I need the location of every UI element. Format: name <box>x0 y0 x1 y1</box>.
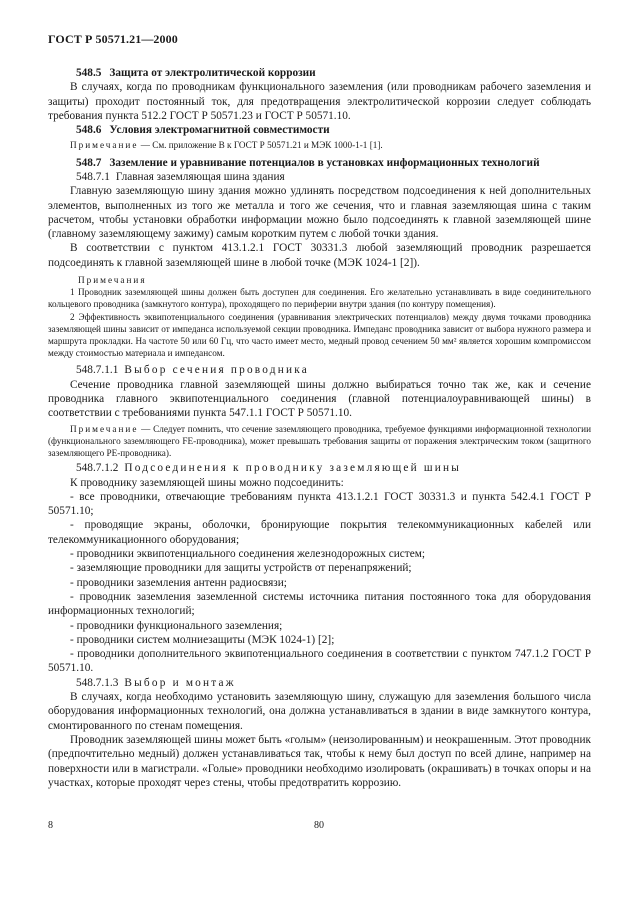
section-number: 548.7 <box>76 156 102 169</box>
section-548-7-1-2-heading <box>48 461 591 475</box>
section-title: Подсоединения к проводнику заземляющей шины <box>124 462 462 475</box>
section-title: Выбор и монтаж <box>124 676 236 689</box>
list-item: - проводники заземления антенн радиосвязи; <box>70 576 287 589</box>
section-number: 548.7.1.1 <box>76 364 119 377</box>
page-number-center: 80 <box>314 820 324 831</box>
list-item: - все проводники, отвечающие требованиям пункта 413.1.2.1 ГОСТ 30331.3 и пункта 542.4.1 ГОСТ Р 50571.10; <box>48 490 591 518</box>
list-item: - заземляющие проводники для защиты устройств от перенапряжений; <box>70 562 412 575</box>
section-548-5-text: В случаях, когда по проводникам функционального заземления (или проводникам рабочего заземления и защиты) проходит постоянный ток, для предотвращения электролитической коррозии следует соблюдать требования пункта 512.2 ГОСТ Р 50571.23 и ГОСТ Р 50571.10. <box>48 81 591 122</box>
section-548-7-1-3-p2: Проводник заземляющей шины может быть «голым» (неизолированным) и неокрашенным. Этот проводник (предпочтительно медный) должен устанавливаться так, чтобы к нему был доступ по всей длине, например на поверхности или в магистрали. «Голые» проводники необходимо изолировать (окрашивать) в точках опоры и на участках, которые проходят через стены, чтобы предотвратить коррозию. <box>48 733 591 789</box>
list-item: - проводники функционального заземления; <box>70 619 283 632</box>
section-title: Выбор сечения проводника <box>124 364 309 377</box>
list-item: - проводники эквипотенциального соединения железнодорожных систем; <box>70 548 426 561</box>
section-548-7-1-3-p1: В случаях, когда необходимо установить заземляющую шину, служащую для заземления большого числа оборудования информационных технологий, она должна устанавливаться в здании в виде замкнутого контура, смонтированного по стенам помещения. <box>48 691 591 732</box>
section-title: Условия электромагнитной совместимости <box>109 124 330 137</box>
section-548-7-1-1-heading <box>48 363 591 377</box>
section-title: Заземление и уравнивание потенциалов в установках информационных технологий <box>109 156 540 169</box>
section-number: 548.7.1.3 <box>76 676 119 689</box>
section-548-7-1-1-text: Сечение проводника главной заземляющей шины должно выбираться точно так же, как и сечение проводника главного эквипотенциального соединения (главной потенциалоуравнивающей шины) в соответствии с требованиями пункта 547.1.1 ГОСТ Р 50571.10. <box>48 378 591 420</box>
document-page <box>48 32 591 790</box>
note-label: Примечание <box>70 140 139 151</box>
section-548-7-1-3-heading <box>48 676 591 690</box>
section-548-7-1-heading <box>48 170 591 184</box>
section-548-7-1-p1: Главную заземляющую шину здания можно удлинять посредством подсоединения к ней дополнительных элементов, выполненных из того же металла и того же сечения, что и главная заземляющая шина с таким расчетом, чтобы установки обработки информации можно было подсоединять к главной заземляющей шине (главному заземляющему зажиму) самым коротким путем с любой точки здания. <box>48 185 591 241</box>
note-label: Примечание <box>70 423 139 434</box>
section-title: Главная заземляющая шина здания <box>115 170 285 183</box>
list-item: - проводник заземления заземленной системы источника питания постоянного тока для оборудования информационных технологий; <box>48 590 591 618</box>
section-title: Защита от электролитической коррозии <box>109 67 316 79</box>
section-548-7-1-p2: В соответствии с пунктом 413.1.2.1 ГОСТ 30331.3 любой заземляющий проводник разрешается подсоединять к главной заземляющей шине в любой точке (МЭК 1024-1 [2]). <box>48 242 591 269</box>
list-item: - проводники дополнительного эквипотенциального соединения в соответствии с пунктом 747.1.2 ГОСТ Р 50571.10. <box>48 648 591 675</box>
note-1: 1 Проводник заземляющей шины должен быть доступен для соединения. Его желательно устанавливать в виде соединительного кольцевого проводника (замкнутого контура), проходящего по периферии внутри здания (по контуру помещения). <box>48 287 591 310</box>
section-number: 548.7.1.2 <box>76 462 119 475</box>
section-548-7-1-1-note <box>48 423 591 460</box>
section-number: 548.7.1 <box>76 170 110 183</box>
section-number: 548.6 <box>76 124 102 137</box>
connections-list <box>48 490 591 676</box>
note-text: — См. приложение В к ГОСТ Р 50571.21 и МЭК 1000-1-1 [1]. <box>138 140 383 151</box>
note-text: — Следует помнить, что сечение заземляющего проводника, требуемое функциями информационной технологии (функционального заземляющего FE-проводника), может превышать требования защиты от поражения электрическим током (защитного заземляющего PE-проводника). <box>48 423 591 459</box>
note-2: 2 Эффективность эквипотенциального соединения (уравнивания электрических потенциалов) между двумя точками проводника заземляющей шины зависит от импеданса используемой секции проводника. Импеданс проводника зависит от выбора нужного размера и маршрута прокладки. На частоте 50 или 60 Гц, что часто имеет место, медный провод сечением 50 мм² является хорошим компромиссом между стоимостью материала и импедансом. <box>48 311 591 359</box>
list-item: - проводящие экраны, оболочки, бронирующие покрытия телекоммуникационных кабелей или телекоммуникационного оборудования; <box>48 519 591 546</box>
section-number: 548.5 <box>76 67 102 79</box>
page-number-left: 8 <box>48 820 53 831</box>
section-548-6-heading <box>48 123 591 137</box>
section-548-7-1-2-intro: К проводнику заземляющей шины можно подсоединить: <box>70 476 344 489</box>
section-548-7-heading <box>48 156 591 170</box>
document-header: ГОСТ Р 50571.21—2000 <box>48 32 178 46</box>
notes-heading: Примечания <box>78 275 147 286</box>
section-548-6-note <box>48 139 591 151</box>
section-548-5-heading <box>48 66 591 80</box>
list-item: - проводники систем молниезащиты (МЭК 1024-1) [2]; <box>70 633 335 646</box>
